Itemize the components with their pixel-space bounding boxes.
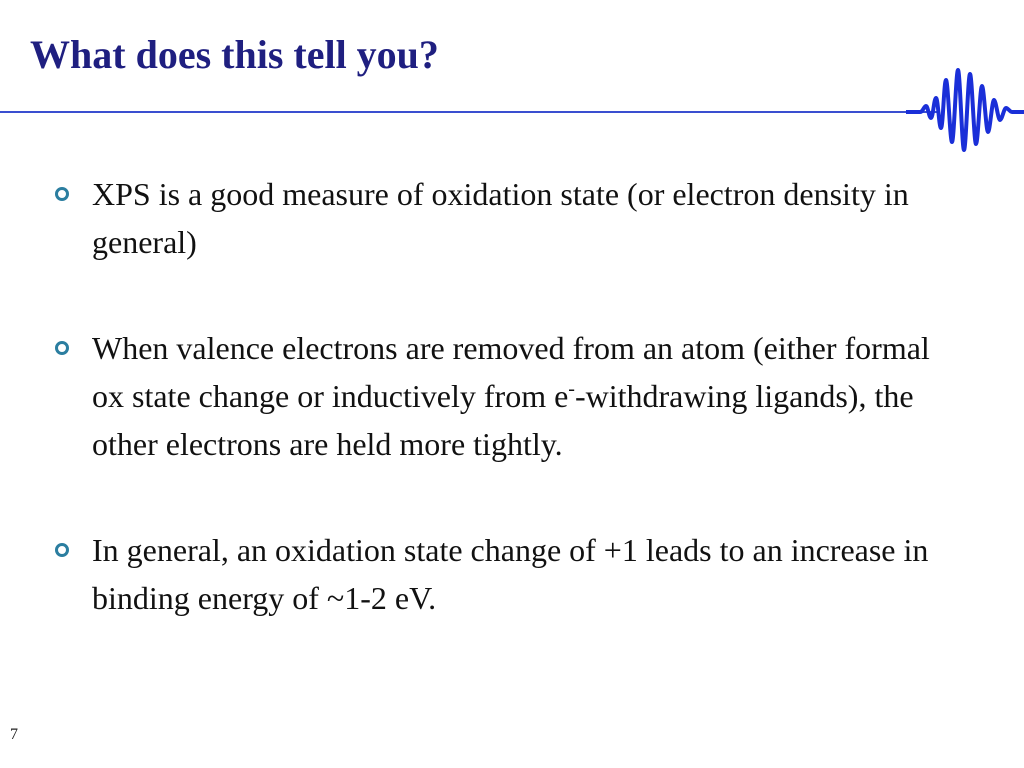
page-number: 7	[10, 726, 18, 743]
bullet-item	[53, 526, 953, 622]
bullet-list	[53, 170, 953, 622]
bullet-text-continued: -withdrawing ligands), the other electrons are held more tightly.	[92, 378, 914, 462]
title-divider	[0, 111, 940, 113]
bullet-text: When valence electrons are removed from an atom (either formal ox state change or inductively from e	[92, 330, 930, 414]
bullet-item	[53, 170, 953, 266]
bullet-text: In general, an oxidation state change of +1 leads to an increase in binding energy of ~1-2 eV.	[92, 532, 929, 616]
superscript-minus: -	[568, 378, 575, 400]
hollow-circle-icon	[55, 341, 69, 355]
wave-packet-icon	[906, 62, 1024, 157]
slide-title: What does this tell you?	[30, 32, 439, 77]
bullet-text: XPS is a good measure of oxidation state (or electron density in general)	[92, 176, 909, 260]
hollow-circle-icon	[55, 187, 69, 201]
bullet-item	[53, 324, 953, 468]
hollow-circle-icon	[55, 543, 69, 557]
